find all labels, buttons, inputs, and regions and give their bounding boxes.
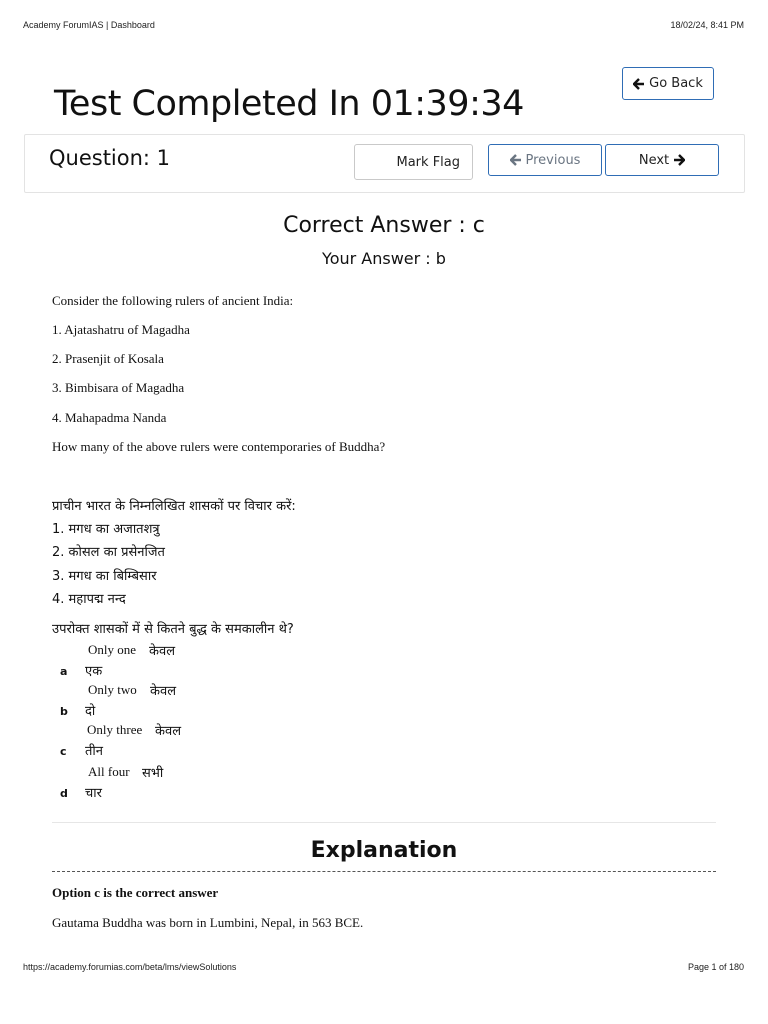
go-back-button[interactable] [622,67,714,100]
test-completed-title: Test Completed In 01:39:34 [54,84,524,124]
question-item-en: 3. Bimbisara of Magadha [52,380,185,395]
question-intro-en: Consider the following rulers of ancient India: [52,293,294,308]
question-item-en: 4. Mahapadma Nanda [52,410,167,425]
question-item-hi: 1. मगध का अजातशत्रु [52,522,160,537]
option-b-letter: b [60,705,68,718]
next-label: Next [638,152,670,168]
your-answer: Your Answer : b [322,249,446,268]
next-button[interactable] [605,144,719,176]
option-a-letter: a [60,665,68,678]
option-b-en: Only two [88,682,137,697]
option-d-letter: d [60,787,68,800]
question-ask-en: How many of the above rulers were contemporaries of Buddha? [52,439,386,454]
section-divider [52,822,716,823]
option-b-hi-1: केवल [150,684,177,699]
question-item-en: 1. Ajatashatru of Magadha [52,322,190,337]
explanation-text: Gautama Buddha was born in Lumbini, Nepal, in 563 BCE. [52,915,364,930]
option-a-hi-1: केवल [149,644,176,659]
mark-flag-label: Mark Flag [396,154,460,170]
question-ask-hi: उपरोक्त शासकों में से कितने बुद्ध के समकालीन थे? [52,622,294,637]
page-title: Academy ForumIAS | Dashboard [23,20,155,30]
explanation-heading: Explanation [310,838,458,863]
question-item-hi: 4. महापद्म नन्द [52,592,126,607]
option-c-hi-2: तीन [85,744,103,759]
arrow-right-icon [673,154,685,166]
page-url: https://academy.forumias.com/beta/lms/viewSolutions [23,962,237,972]
arrow-left-icon [633,78,645,90]
previous-label: Previous [525,152,581,168]
question-item-hi: 2. कोसल का प्रसेनजित [52,545,165,560]
correct-answer: Correct Answer : c [283,213,485,238]
explanation-answer-line: Option c is the correct answer [52,885,219,900]
option-d-en: All four [88,764,130,779]
page-counter: Page 1 of 180 [687,962,744,972]
question-item-hi: 3. मगध का बिम्बिसार [52,569,157,584]
option-b-hi-2: दो [85,704,96,719]
print-datetime: 18/02/24, 8:41 PM [670,20,744,30]
go-back-label: Go Back [649,76,703,91]
option-c-en: Only three [87,722,143,737]
explanation-dashed-divider [52,871,716,872]
option-c-hi-1: केवल [155,724,182,739]
mark-flag-button[interactable] [354,144,473,180]
question-intro-hi: प्राचीन भारत के निम्नलिखित शासकों पर विचार करें: [52,499,296,514]
option-a-hi-2: एक [85,664,103,679]
option-a-en: Only one [88,642,137,657]
question-number: Question: 1 [49,146,171,170]
arrow-left-icon [510,154,522,166]
option-d-hi-2: चार [85,786,102,801]
option-c-letter: c [60,745,67,758]
question-item-en: 2. Prasenjit of Kosala [52,351,164,366]
previous-button[interactable] [488,144,602,176]
option-d-hi-1: सभी [142,766,164,781]
